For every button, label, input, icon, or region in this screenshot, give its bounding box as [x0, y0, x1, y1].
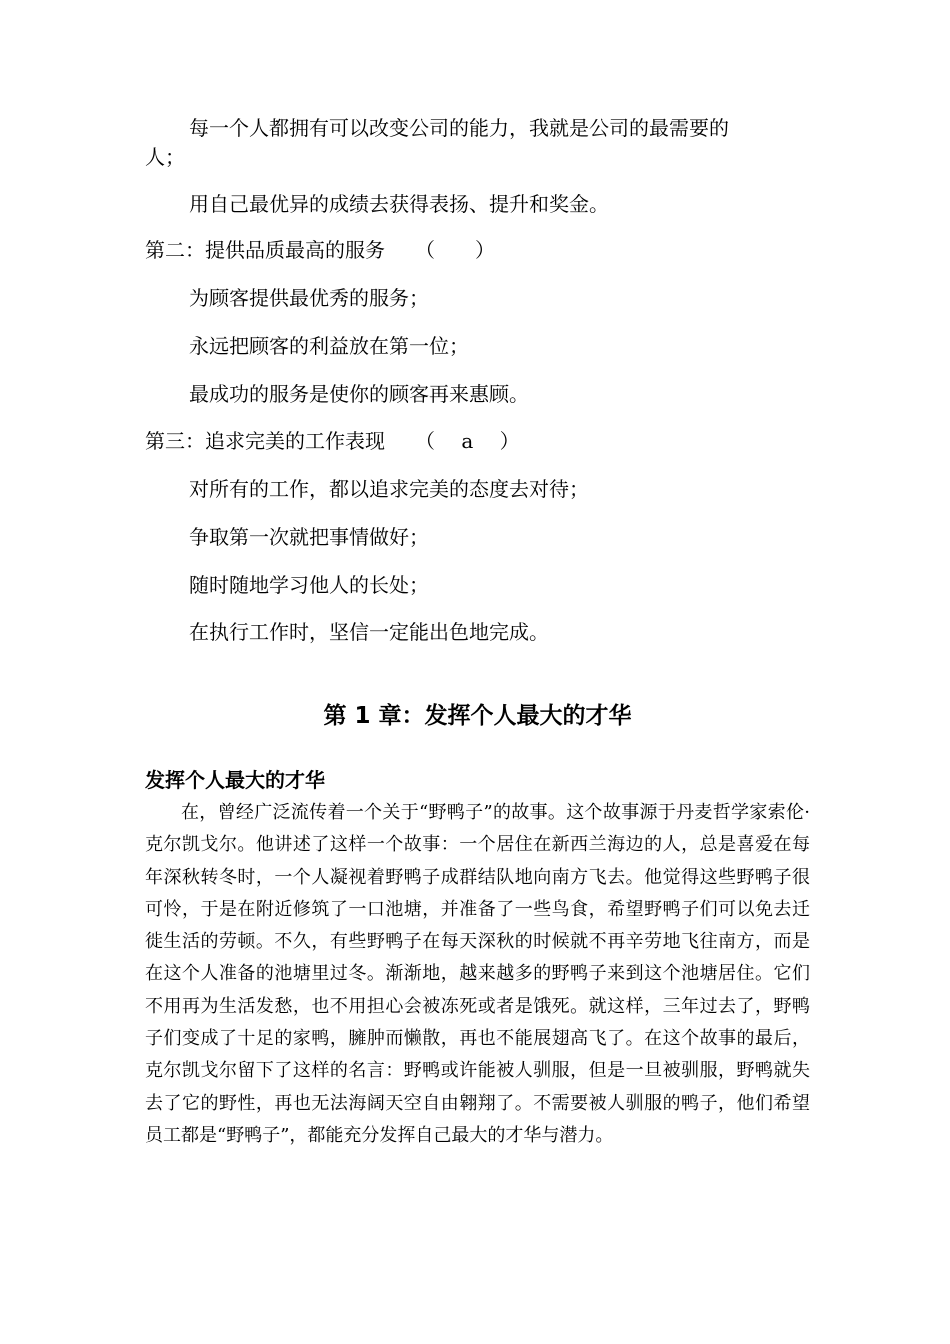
list-item: 每一个人都拥有可以改变公司的能力，我就是公司的最需要的	[189, 116, 729, 140]
chapter-title: 第 1 章：发挥个人最大的才华	[323, 703, 632, 729]
answer-bracket: （ ）	[415, 238, 495, 262]
list-item-continuation: 人；	[145, 145, 185, 169]
list-item: 争取第一次就把事情做好；	[189, 525, 429, 549]
answer-bracket: （ a ）	[415, 429, 520, 453]
section-heading-3	[145, 427, 520, 455]
section-heading-2	[145, 236, 495, 264]
list-item: 对所有的工作，都以追求完美的态度去对待；	[189, 477, 589, 501]
list-item: 永远把顾客的利益放在第一位；	[189, 334, 469, 358]
section-title: 发挥个人最大的才华	[145, 768, 325, 792]
list-item: 最成功的服务是使你的顾客再来惠顾。	[189, 382, 529, 406]
section-heading-label: 第二：提供品质最高的服务	[145, 238, 385, 262]
body-paragraph: 在，曾经广泛流传着一个关于“野鸭子”的故事。这个故事源于丹麦哲学家索伦·克尔凯戈尔。他讲述了这样一个故事：一个居住在新西兰海边的人，总是喜爱在每年深秋转冬时，一个人凝视着野鸭子成群结队地向南方飞去。他觉得这些野鸭子很可怜，于是在附近修筑了一口池塘，并准备了一些鸟食，希望野鸭子们可以免去迁徙生活的劳顿。不久，有些野鸭子在每天深秋的时候就不再辛劳地飞往南方，而是在这个人准备的池塘里过冬。渐渐地，越来越多的野鸭子来到这个池塘居住。它们不用再为生活发愁，也不用担心会被冻死或者是饿死。就这样，三年过去了，野鸭子们变成了十足的家鸭，臃肿而懒散，再也不能展翅高飞了。在这个故事的最后，克尔凯戈尔留下了这样的名言：野鸭或许能被人驯服，但是一旦被驯服，野鸭就失去了它的野性，再也无法海阔天空自由翱翔了。不需要被人驯服的鸭子，他们希望员工都是“野鸭子”，都能充分发挥自己最大的才华与潜力。	[145, 802, 810, 1146]
list-item: 用自己最优异的成绩去获得表扬、提升和奖金。	[189, 192, 609, 216]
list-item: 在执行工作时，坚信一定能出色地完成。	[189, 620, 549, 644]
list-item: 为顾客提供最优秀的服务；	[189, 286, 429, 310]
list-item: 随时随地学习他人的长处；	[189, 573, 429, 597]
section-heading-label: 第三：追求完美的工作表现	[145, 429, 385, 453]
